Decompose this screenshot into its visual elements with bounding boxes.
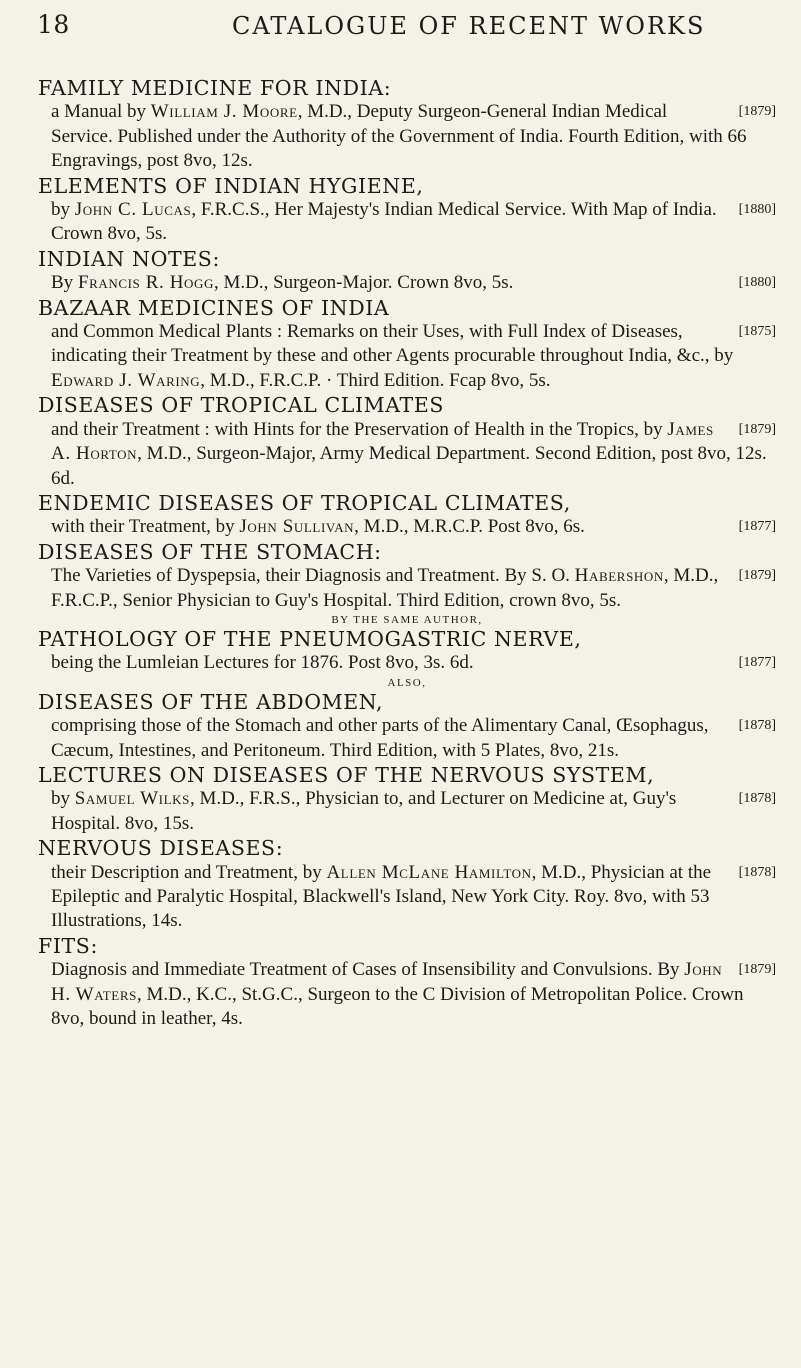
entry-text-after: , M.D., F.R.C.P. · Third Edition. Fcap 8vo, 5s. [200,369,551,391]
entry-title: DISEASES OF THE ABDOMEN, [38,689,384,714]
running-head [0,10,801,50]
entry-text: being the Lumleian Lectures for 1876. Post 8vo, 3s. 6d. [51,652,474,674]
entry-author: John Sullivan [239,516,355,538]
running-title: CATALOGUE OF RECENT WORKS [232,12,706,40]
entry-text-after: , M.D., Surgeon-Major, Army Medical Department. Second Edition, post 8vo, 12s. 6d. [51,443,767,489]
entry-year: [1878] [738,718,776,734]
entry-text: by [51,788,75,810]
entry-year: [1875] [738,324,776,340]
entry-year: [1878] [738,864,776,880]
entry-description [38,861,776,934]
entry-text: a Manual by [51,101,151,123]
entry-year: [1879] [738,421,776,437]
catalogue-entry [38,76,776,174]
entry-text-after: , M.D., F.R.C.P., Senior Physician to Guy's Hospital. Third Edition, crown 8vo, 5s. [51,565,719,611]
catalogue-entry [38,247,776,296]
catalogue-entry [38,393,776,491]
entry-description [38,100,776,173]
entry-year: [1879] [738,568,776,584]
entry-description [38,958,776,1031]
entry-text-after: , M.D., F.R.S., Physician to, and Lecturer on Medicine at, Guy's Hospital. 8vo, 15s. [51,788,677,834]
entry-author: John H. Waters [51,959,723,1005]
catalogue-entry [38,540,776,613]
entry-description [38,714,776,763]
entry-author: Francis R. Hogg [77,272,214,294]
entry-description [38,515,776,539]
entry-title: BAZAAR MEDICINES OF INDIA [38,295,390,320]
entry-text: comprising those of the Stomach and other parts of the Alimentary Canal, Œsophagus, Cæcum, Intestines, and Peritoneum. Third Edition, with 5 Plates, 8vo, 21s. [51,715,709,761]
entry-title: NERVOUS DISEASES: [38,836,284,861]
entry-author: Edward J. Waring [51,369,201,391]
entry-description [38,198,776,247]
entry-text-after: , M.D., K.C., St.G.C., Surgeon to the C Division of Metropolitan Police. Crown 8vo, bound in leather, 4s. [51,983,744,1030]
entry-title: FITS: [38,933,98,958]
page-number: 18 [37,10,70,39]
entry-author: Samuel Wilks [74,788,190,810]
same-author-note: BY THE SAME AUTHOR, [331,613,483,626]
entry-text-after: , F.R.C.S., Her Majesty's Indian Medical Service. With Map of India. Crown 8vo, 5s. [51,199,717,245]
catalogue-entry [38,491,776,540]
entry-description [38,320,776,393]
entry-text: Diagnosis and Immediate Treatment of Cases of Insensibility and Convulsions. By [51,959,685,981]
entry-description [38,418,776,491]
entry-author: John C. Lucas [74,199,192,221]
catalogue-entries [38,76,776,1031]
entry-text-after: , M.D., Surgeon-Major. Crown 8vo, 5s. [214,272,514,294]
entry-text-after: , M.D., Deputy Surgeon-General Indian Medical Service. Published under the Authority of the Government of India. Fourth Edition, with 66 Engravings, post 8vo, 12s. [51,101,747,172]
entry-author: Allen McLane Hamilton [326,861,532,883]
entry-text: with their Treatment, by [51,516,240,538]
entry-description [38,787,776,836]
entry-author: James A. Horton [51,418,714,465]
entry-title: INDIAN NOTES: [38,246,220,271]
entry-year: [1880] [738,202,776,218]
entry-title: ELEMENTS OF INDIAN HYGIENE, [38,173,424,198]
entry-text-after: , M.D., M.R.C.P. Post 8vo, 6s. [354,516,585,538]
entry-year: [1880] [738,275,776,291]
entry-description [38,564,776,613]
entry-year: [1879] [738,104,776,120]
entry-text: and Common Medical Plants : Remarks on their Uses, with Full Index of Diseases, indicating their Treatment by these and other Agents procurable throughout India, &c., by [51,321,734,367]
entry-description [38,651,776,675]
entry-year: [1877] [738,655,776,671]
catalogue-entry [38,763,776,836]
entry-title: ENDEMIC DISEASES OF TROPICAL CLIMATES, [38,490,571,515]
entry-author: William J. Moore [150,101,298,123]
entry-year: [1879] [738,962,776,978]
entry-year: [1878] [738,791,776,807]
entry-year: [1877] [738,519,776,535]
catalogue-entry [38,174,776,247]
catalogue-entry [38,296,776,394]
entry-title: FAMILY MEDICINE FOR INDIA: [38,76,392,100]
catalogue-entry [38,614,776,676]
entry-author: Habershon [574,565,664,587]
entry-title: DISEASES OF THE STOMACH: [38,539,382,564]
entry-text: by [51,199,75,221]
entry-title: LECTURES ON DISEASES OF THE NERVOUS SYSTEM, [38,762,655,787]
also-note: ALSO, [387,676,427,689]
entry-description [38,271,776,295]
entry-text: their Description and Treatment, by [51,861,327,883]
catalogue-entry [38,677,776,763]
entry-text-after: , M.D., Physician at the Epileptic and Paralytic Hospital, Blackwell's Island, New York City. Roy. 8vo, with 53 Illustrations, 14s. [51,861,712,932]
catalogue-entry [38,836,776,934]
entry-text: The Varieties of Dyspepsia, their Diagnosis and Treatment. By S. O. [51,565,575,587]
entry-text: and their Treatment : with Hints for the Preservation of Health in the Tropics, by [51,418,668,440]
entry-text: By [51,272,78,294]
catalogue-entry [38,934,776,1032]
entry-title: DISEASES OF TROPICAL CLIMATES [38,393,445,418]
entry-title: PATHOLOGY OF THE PNEUMOGASTRIC NERVE, [38,626,582,651]
